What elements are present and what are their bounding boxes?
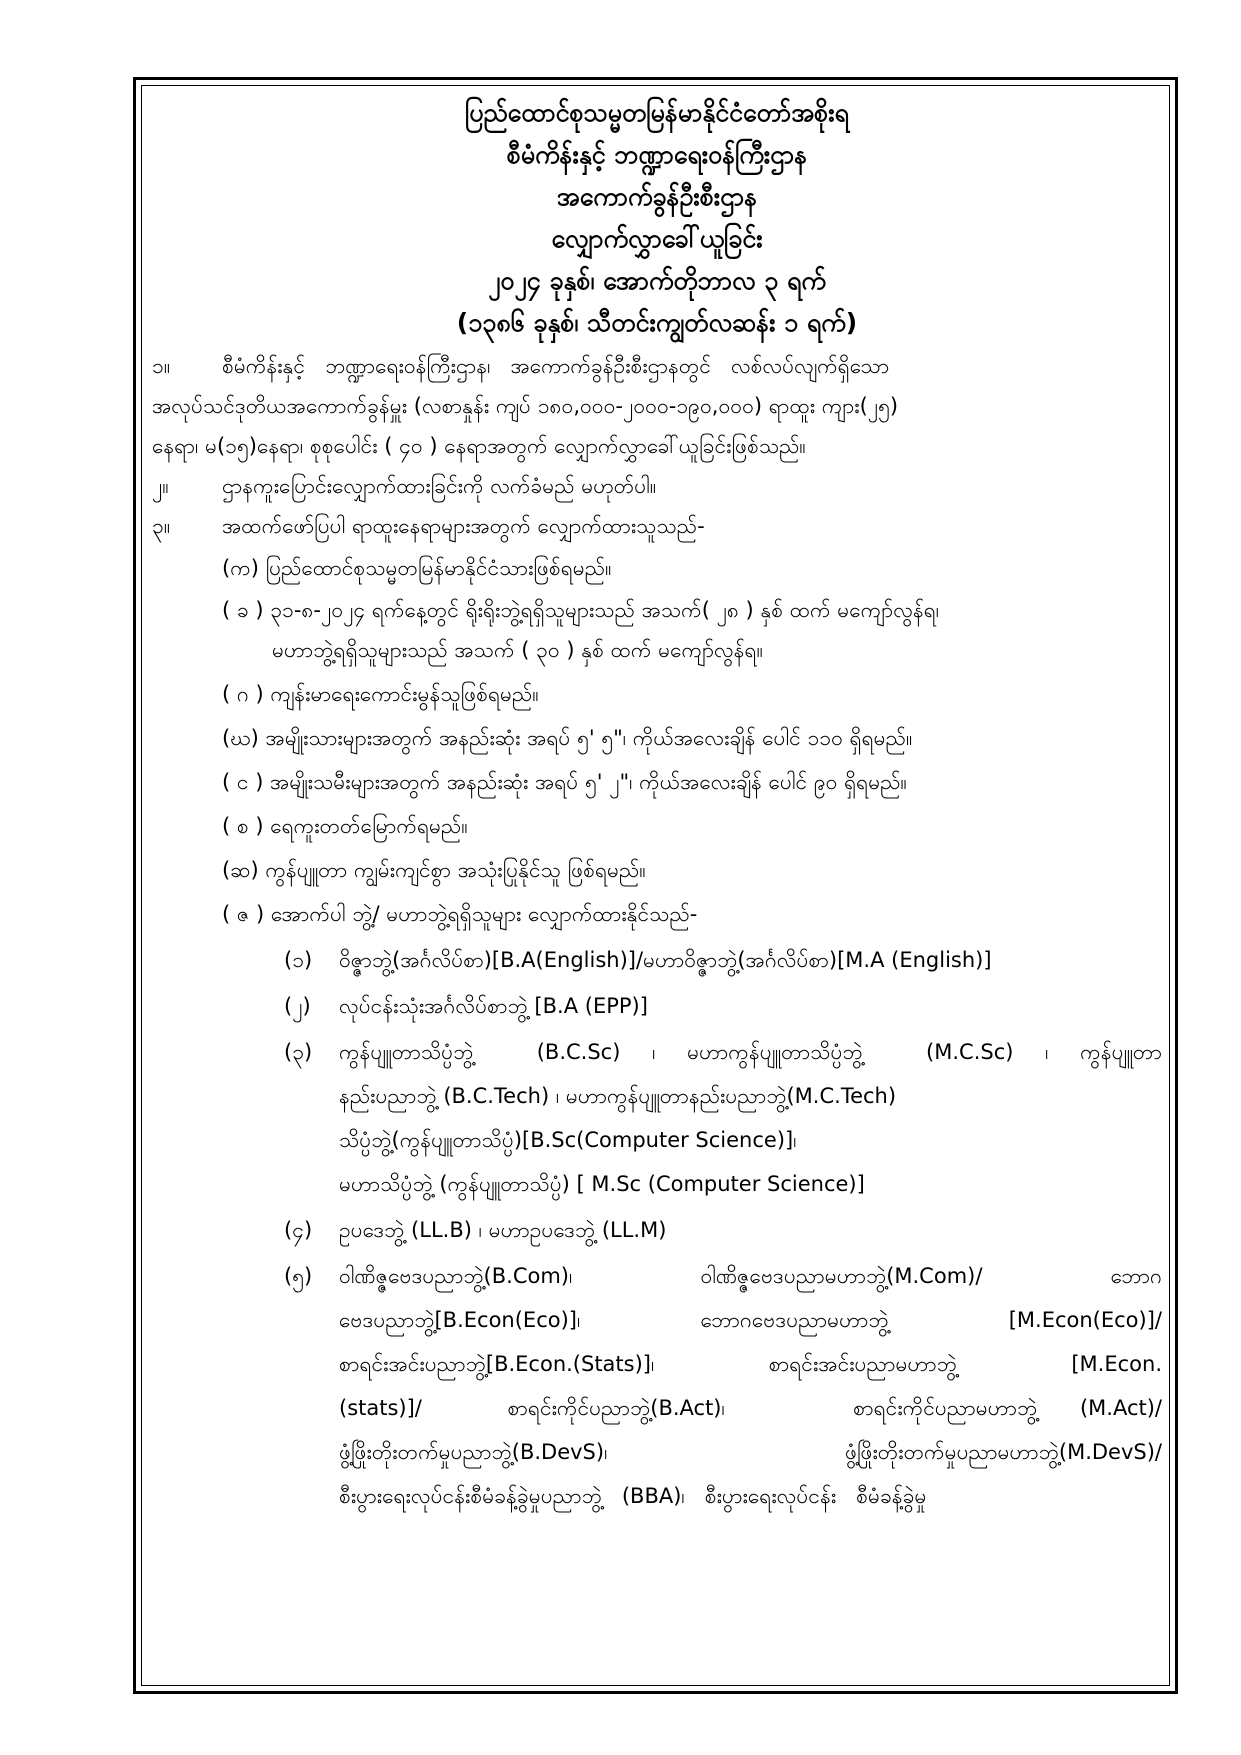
header-date-myanmar: (၁၃၈၆ ခုနှစ်၊ သီတင်းကျွတ်လဆန်း ၁ ရက်): [456, 308, 858, 337]
paragraph-1: [152, 346, 1162, 466]
requirement-ka: (က) ပြည်ထောင်စုသမ္မတမြန်မာနိုင်ငံသားဖြစ်ရမည်။: [222, 556, 612, 580]
header-ministry: စီမံကိန်းနှင့် ဘဏ္ဍာရေးဝန်ကြီးဌာန: [506, 140, 808, 169]
requirement-ga: ( ဂ ) ကျန်းမာရေးကောင်းမွန်သူဖြစ်ရမည်။: [222, 682, 539, 706]
requirement-kha-cont: မဟာဘွဲ့ရရှိသူများသည် အသက် ( ၃၀ ) နှစ် ထက် မကျော်လွန်ရ။: [272, 638, 763, 662]
degree-text-line: စီးပွားရေးလုပ်ငန်းစီမံခန့်ခွဲမှုပညာဘွဲ့ (BBA)၊ စီးပွားရေးလုပ်ငန်း စီမံခန့်ခွဲမှု: [339, 1484, 927, 1508]
document-content: [152, 92, 1162, 1516]
degree-text-line: ဗေဒပညာဘွဲ့[B.Econ(Eco)]၊ ဘောဂဗေဒပညာမဟာဘွဲ့ [M.Econ(Eco)]/: [339, 1308, 1162, 1332]
header-title: လျှောက်လွှာခေါ်ယူခြင်း: [551, 224, 763, 253]
degree-text: [339, 940, 1162, 980]
paragraph-text: အလုပ်သင်ဒုတိယအကောက်ခွန်မှူး (လစာနှုန်း ကျပ် ၁၈၀,၀၀၀-၂၀၀၀-၁၉၀,၀၀၀) ရာထူး ကျား(၂၅): [152, 394, 899, 418]
degree-number: (၃): [284, 1040, 313, 1064]
degree-text-line: ကွန်ပျူတာသိပ္ပံဘွဲ့ (B.C.Sc) ၊ မဟာကွန်ပျူတာသိပ္ပံဘွဲ့ (M.C.Sc) ၊ ကွန်ပျူတာ: [339, 1040, 1162, 1064]
header-date: ၂၀၂၄ ခုနှစ်၊ အောက်တိုဘာလ ၃ ရက်: [488, 266, 826, 295]
degree-text: [339, 1210, 1162, 1250]
degree-item: [152, 986, 1162, 1026]
requirement-kha: ( ခ ) ၃၁-၈-၂၀၂၄ ရက်နေ့တွင် ရိုးရိုးဘွဲ့ရရှိသူများသည် အသက်( ၂၈ ) နှစ် ထက် မကျော်လွန်ရ၊: [222, 598, 940, 622]
paragraph-number: ၁။: [152, 354, 171, 378]
degree-item: [152, 940, 1162, 980]
header-government: ပြည်ထောင်စုသမ္မတမြန်မာနိုင်ငံတော်အစိုးရ: [465, 98, 849, 127]
degree-item: [152, 1210, 1162, 1250]
degree-text-line: (stats)]/ စာရင်းကိုင်ပညာဘွဲ့(B.Act)၊ စာရင်းကိုင်ပညာမဟာဘွဲ့ (M.Act)/: [339, 1396, 1162, 1420]
paragraph-text: အထက်ဖော်ပြပါ ရာထူးနေရာများအတွက် လျှောက်ထားသူသည်-: [222, 514, 705, 538]
degree-list: [152, 940, 1162, 1516]
degree-text-line: သိပ္ပံဘွဲ့(ကွန်ပျူတာသိပ္ပံ)[B.Sc(Computer Science)]၊: [339, 1128, 797, 1152]
paragraph-number: ၂။: [152, 474, 169, 498]
degree-number: (၄): [284, 1218, 313, 1242]
paragraph-3: [152, 506, 1162, 934]
degree-text: [339, 1256, 1162, 1516]
degree-text-line: ဝိဇ္ဇာဘွဲ့(အင်္ဂလိပ်စာ)[B.A(English)]/မဟာဝိဇ္ဇာဘွဲ့(အင်္ဂလိပ်စာ)[M.A (English)]: [339, 948, 992, 972]
requirement-gha: (ဃ) အမျိုးသားများအတွက် အနည်းဆုံး အရပ် ၅' ၅"၊ ကိုယ်အလေးချိန် ပေါင် ၁၁၀ ရှိရမည်။: [222, 726, 913, 750]
degree-item: [152, 1256, 1162, 1516]
degree-text-line: လုပ်ငန်းသုံးအင်္ဂလိပ်စာဘွဲ့ [B.A (EPP)]: [339, 994, 648, 1018]
degree-number: (၅): [284, 1264, 313, 1288]
degree-item: [152, 1032, 1162, 1204]
requirement-nga: ( င ) အမျိုးသမီးများအတွက် အနည်းဆုံး အရပ် ၅' ၂"၊ ကိုယ်အလေးချိန် ပေါင် ၉၀ ရှိရမည်။: [222, 770, 907, 794]
paragraph-2: [152, 466, 1162, 506]
document-header: [152, 92, 1162, 344]
degree-text-line: စာရင်းအင်းပညာဘွဲ့[B.Econ.(Stats)]၊ စာရင်းအင်းပညာမဟာဘွဲ့ [M.Econ.: [339, 1352, 1162, 1376]
degree-number: (၂): [284, 994, 311, 1018]
paragraph-text: နေရာ၊ မ(၁၅)နေရာ၊ စုစုပေါင်း ( ၄၀ ) နေရာအတွက် လျှောက်လွှာခေါ်ယူခြင်းဖြစ်သည်။: [152, 434, 806, 458]
paragraph-number: ၃။: [152, 514, 171, 538]
requirement-za: ( ဇ ) အောက်ပါ ဘွဲ့/ မဟာဘွဲ့ရရှိသူများ လျှောက်ထားနိုင်သည်-: [222, 902, 698, 926]
degree-text: [339, 1032, 1162, 1204]
degree-text-line: ဥပဒေဘွဲ့ (LL.B) ၊ မဟာဥပဒေဘွဲ့ (LL.M): [339, 1218, 667, 1242]
degree-text-line: နည်းပညာဘွဲ့ (B.C.Tech) ၊ မဟာကွန်ပျူတာနည်းပညာဘွဲ့(M.C.Tech): [339, 1084, 897, 1108]
requirement-sa: ( စ ) ရေကူးတတ်မြောက်ရမည်။: [222, 814, 468, 838]
degree-text-line: ဝါဏိဇ္ဇဗေဒပညာဘွဲ့(B.Com)၊ ဝါဏိဇ္ဇဗေဒပညာမဟာဘွဲ့(M.Com)/ ဘောဂ: [339, 1264, 1162, 1288]
header-department: အကောက်ခွန်ဦးစီးဌာန: [556, 182, 758, 211]
degree-text-line: မဟာသိပ္ပံဘွဲ့ (ကွန်ပျူတာသိပ္ပံ) [ M.Sc (Computer Science)]: [339, 1172, 865, 1196]
degree-text-line: ဖွံ့ဖြိုးတိုးတက်မှုပညာဘွဲ့(B.DevS)၊ ဖွံ့ဖြိုးတိုးတက်မှုပညာမဟာဘွဲ့(M.DevS)/: [339, 1440, 1162, 1464]
requirement-hsa: (ဆ) ကွန်ပျူတာ ကျွမ်းကျင်စွာ အသုံးပြုနိုင်သူ ဖြစ်ရမည်။: [222, 858, 646, 882]
paragraph-text: စီမံကိန်းနှင့် ဘဏ္ဍာရေးဝန်ကြီးဌာန၊ အကောက်ခွန်ဦးစီးဌာနတွင် လစ်လပ်လျက်ရှိသော: [222, 354, 890, 378]
degree-number: (၁): [284, 948, 313, 972]
paragraph-text: ဌာနကူးပြောင်းလျှောက်ထားခြင်းကို လက်ခံမည် မဟုတ်ပါ။: [222, 474, 657, 498]
degree-text: [339, 986, 1162, 1026]
